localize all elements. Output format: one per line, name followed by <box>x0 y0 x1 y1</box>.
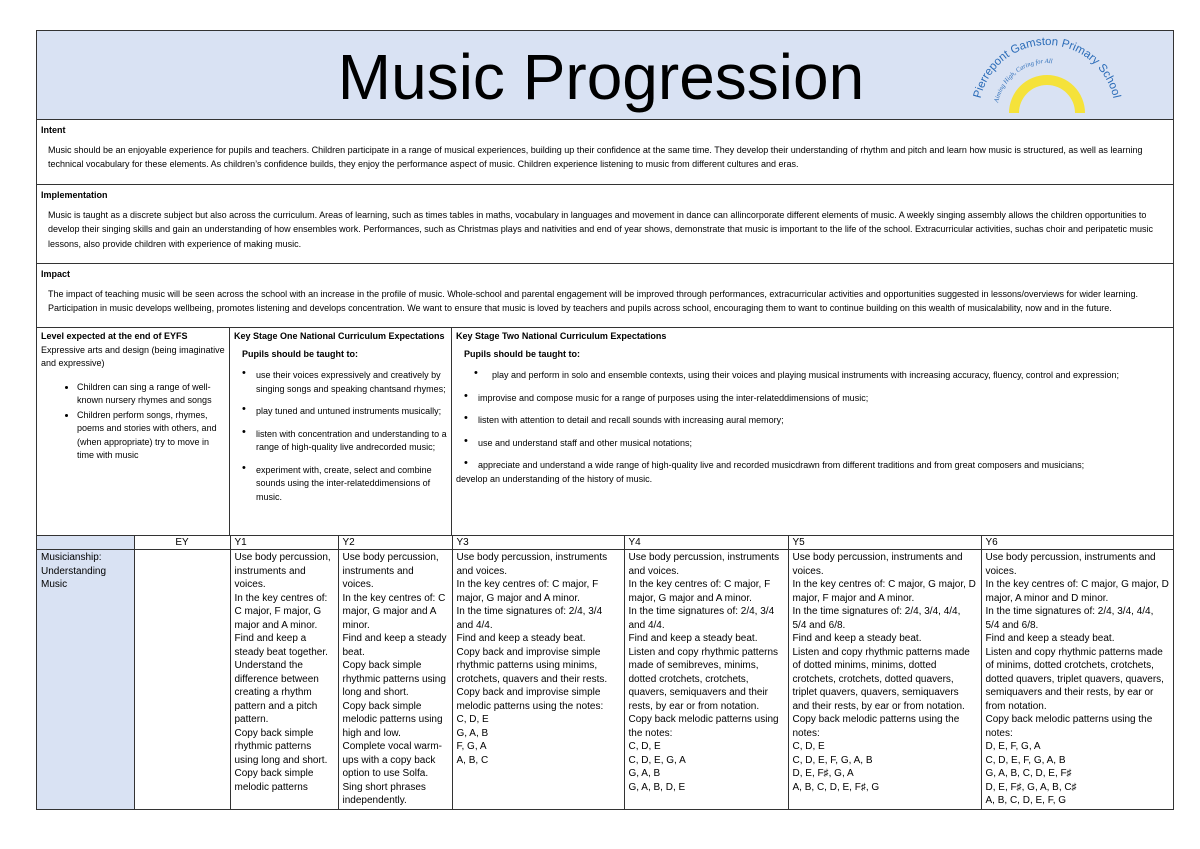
cell-line: Copy back simple melodic patterns <box>234 768 314 793</box>
cell-y3 <box>452 550 624 809</box>
cell-line: Listen and copy rhythmic patterns made of minims, dotted crotchets, crotchets, dotted quavers, triplet quavers, quavers, semiquavers and their rests, by ear or from notation. <box>985 646 1164 712</box>
cell-line: Sing short phrases independently. <box>342 781 426 806</box>
list-item: • Children can sing a range of well-known nursery rhymes and songs <box>77 381 225 408</box>
cell-line: Copy back melodic patterns using the notes: <box>628 714 779 739</box>
cell-line: G, A, B, C, D, E, F♯ <box>985 768 1072 779</box>
cell-line: C, D, E, F, G, A, B <box>792 754 873 766</box>
header-y2: Y2 <box>338 536 452 550</box>
eyfs-list <box>41 381 225 463</box>
list-item: • experiment with, create, select and combine sounds using the inter-relateddimensions of music. <box>234 464 447 505</box>
implementation-section <box>37 185 1173 264</box>
music-progression-document <box>36 30 1174 810</box>
cell-line: C, D, E <box>792 741 825 752</box>
header-ey: EY <box>134 536 230 550</box>
ks2-heading: Key Stage Two National Curriculum Expectations <box>456 331 667 341</box>
cell-line: In the key centres of: C major, G major and A minor. <box>342 592 446 631</box>
ks2-subheading: Pupils should be taught to: <box>464 348 580 359</box>
cell-line: Use body percussion, instruments and voices. <box>985 552 1156 577</box>
cell-y2 <box>338 550 452 809</box>
list-item: • use and understand staff and other musical notations; <box>456 437 1169 451</box>
impact-heading: Impact <box>41 269 71 279</box>
school-motto-text: Aiming High, Caring for All <box>993 57 1053 104</box>
implementation-heading: Implementation <box>41 190 108 200</box>
ks1-heading: Key Stage One National Curriculum Expectations <box>234 331 445 341</box>
cell-line: Find and keep a steady beat. <box>985 633 1115 644</box>
cell-line: In the time signatures of: 2/4, 3/4, 4/4, 5/4 and 6/8. <box>985 606 1154 631</box>
cell-line: C, D, E, F, G, A, B <box>985 754 1066 766</box>
cell-line: Find and keep a steady beat. <box>342 633 447 658</box>
eyfs-column <box>37 328 230 535</box>
list-item: • listen with attention to detail and recall sounds with increasing aural memory; <box>456 414 1169 428</box>
list-item: • use their voices expressively and creatively by singing songs and speaking chantsand rhymes; <box>234 369 447 396</box>
expectations-row <box>37 328 1173 536</box>
cell-line: A, B, C, D, E, F♯, G <box>792 781 880 793</box>
cell-line: Use body percussion, instruments and voices. <box>234 552 331 590</box>
ks1-column <box>230 328 452 535</box>
cell-ey <box>134 550 230 809</box>
cell-y5 <box>788 550 981 809</box>
cell-line: G, A, B <box>456 727 489 739</box>
cell-line: Use body percussion, instruments and voices. <box>792 552 963 577</box>
cell-line: In the time signatures of: 2/4, 3/4 and 4/4. <box>628 606 775 631</box>
cell-line: Listen and copy rhythmic patterns made of dotted minims, minims, dotted crotchets, crotchets, dotted quavers, triplet quavers, quavers, semiquavers and their rests, by ear or from notation. <box>792 646 970 712</box>
intent-heading: Intent <box>41 125 66 135</box>
title-banner <box>37 31 1173 120</box>
cell-line: Find and keep a steady beat. <box>628 633 758 644</box>
page-title: Music Progression <box>337 41 865 113</box>
header-y5: Y5 <box>788 536 981 550</box>
cell-line: Find and keep a steady beat. <box>792 633 922 644</box>
school-name-text: Pierrepont Gamston Primary School <box>971 35 1123 100</box>
header-y6: Y6 <box>981 536 1173 550</box>
cell-line: In the time signatures of: 2/4, 3/4, 4/4, 5/4 and 6/8. <box>792 606 961 631</box>
cell-line: C, D, E <box>628 741 661 752</box>
impact-section <box>37 264 1173 328</box>
school-logo-icon <box>957 33 1137 117</box>
rainbow-arc <box>1009 75 1085 113</box>
ks1-subheading: Pupils should be taught to: <box>242 348 358 359</box>
cell-line: Listen and copy rhythmic patterns made of semibreves, minims, dotted crotchets, crotchets, quavers, semiquavers and their rests, by ear or from notation. <box>628 646 779 712</box>
cell-y4 <box>624 550 788 809</box>
header-y4: Y4 <box>624 536 788 550</box>
implementation-body: Music is taught as a discrete subject but also across the curriculum. Areas of learning, such as times tables in maths, vocabulary in languages and movement in dance can allincorporate different elements of music. A weekly singing assembly allows the children opportunities to develop their singing skills and gain an understanding of how ensembles work. Performances, such as Christmas plays and nativities and end of year shows, demonstrate that music is important to the life of the school. Extracurricular activities, suchas choir and peripatetic music lessons, also provide children with experience of making music. <box>48 209 1154 249</box>
cell-line: G, A, B, D, E <box>628 781 686 793</box>
cell-line: C, D, E, G, A <box>628 754 686 766</box>
header-y3: Y3 <box>452 536 624 550</box>
cell-line: D, E, F♯, G, A <box>792 768 854 779</box>
progression-table <box>37 536 1173 809</box>
cell-line: Copy back and improvise simple rhythmic patterns using minims, crotchets, quavers and their rests. <box>456 646 608 685</box>
cell-line: G, A, B <box>628 768 661 779</box>
cell-line: In the key centres of: C major, F major, G major and A minor. <box>628 579 771 604</box>
list-item: • improvise and compose music for a range of purposes using the inter-relateddimensions of music; <box>456 392 1169 406</box>
cell-y1 <box>230 550 338 809</box>
cell-line: Use body percussion, instruments and voices. <box>342 552 439 590</box>
cell-line: Find and keep a steady beat together. <box>234 633 328 658</box>
cell-line: In the key centres of: C major, G major, D major, F major and A minor. <box>792 579 976 604</box>
cell-line: Use body percussion, instruments and voices. <box>456 552 608 577</box>
cell-line: Copy back simple rhythmic patterns using long and short. <box>342 660 446 698</box>
cell-line: D, E, F♯, G, A, B, C♯ <box>985 781 1077 793</box>
cell-line: Copy back simple melodic patterns using high and low. <box>342 700 443 739</box>
table-header-row <box>37 536 1173 550</box>
cell-line: Complete vocal warm-ups with a copy back option to use Solfa. <box>342 741 442 779</box>
eyfs-heading: Level expected at the end of EYFS <box>41 331 188 341</box>
cell-line: Find and keep a steady beat. <box>456 633 586 644</box>
cell-line: A, B, C <box>456 754 489 766</box>
cell-line: A, B, C, D, E, F, G <box>985 795 1067 806</box>
list-item: • appreciate and understand a wide range of high-quality live and recorded musicdrawn from different traditions and from great composers and musicians; <box>456 459 1169 473</box>
row-label-musicianship: Musicianship: Understanding Music <box>37 550 134 809</box>
intent-body: Music should be an enjoyable experience for pupils and teachers. Children participate in a range of musical experiences, building up their confidence at the same time. They develop their understanding of rhythm and pitch and learn how music is structured, as well as learning technical vocabulary for these elements. As children’s confidence builds, they enjoy the performance aspect of music. Children experience listening to music from different cultures and eras. <box>48 144 1143 169</box>
list-item: • play tuned and untuned instruments musically; <box>234 405 447 419</box>
cell-line: C, D, E <box>456 714 489 725</box>
eyfs-subheading: Expressive arts and design (being imaginative and expressive) <box>41 344 225 368</box>
cell-line: Copy back simple rhythmic patterns using long and short. <box>234 727 328 766</box>
cell-line: D, E, F, G, A <box>985 741 1041 752</box>
cell-line: Copy back and improvise simple melodic patterns using the notes: <box>456 687 604 712</box>
cell-line: Understand the difference between creating a rhythm pattern and a pitch pattern. <box>234 660 319 725</box>
cell-line: Copy back melodic patterns using the notes: <box>792 714 960 739</box>
cell-line: F, G, A <box>456 741 487 752</box>
cell-line: In the key centres of: C major, F major, G major and A minor. <box>234 592 328 631</box>
list-item: • listen with concentration and understanding to a range of high-quality live andrecorded music; <box>234 428 447 455</box>
header-y1: Y1 <box>230 536 338 550</box>
list-item: • play and perform in solo and ensemble contexts, using their voices and playing musical instruments with increasing accuracy, fluency, control and expression; <box>456 369 1169 383</box>
impact-body: The impact of teaching music will be seen across the school with an increase in the profile of music. Whole-school and parental engagement will be improved through performances, extracurricular activities and opportunities suggested in lessons/overviews for wider learning. Participation in music develops wellbeing, promotes listening and develops concentration. We want to ensure that music is loved by teachers and pupils across school, encouraging them to want to continue building on this wealth of musicalability, now and in the future. <box>48 288 1139 313</box>
table-row <box>37 550 1173 809</box>
cell-line: In the key centres of: C major, F major, G major and A minor. <box>456 579 599 604</box>
cell-line: In the key centres of: C major, G major, D major, A minor and D minor. <box>985 579 1169 604</box>
header-blank <box>37 536 134 550</box>
intent-section <box>37 120 1173 185</box>
cell-line: Use body percussion, instruments and voices. <box>628 552 780 577</box>
cell-line: In the time signatures of: 2/4, 3/4 and 4/4. <box>456 606 603 631</box>
ks2-column <box>452 328 1173 535</box>
cell-y6 <box>981 550 1173 809</box>
ks2-trailing-text: develop an understanding of the history of music. <box>456 473 653 484</box>
cell-line: Copy back melodic patterns using the notes: <box>985 714 1153 739</box>
list-item: • Children perform songs, rhymes, poems and stories with others, and (when appropriate) try to move in time with music <box>77 409 225 463</box>
